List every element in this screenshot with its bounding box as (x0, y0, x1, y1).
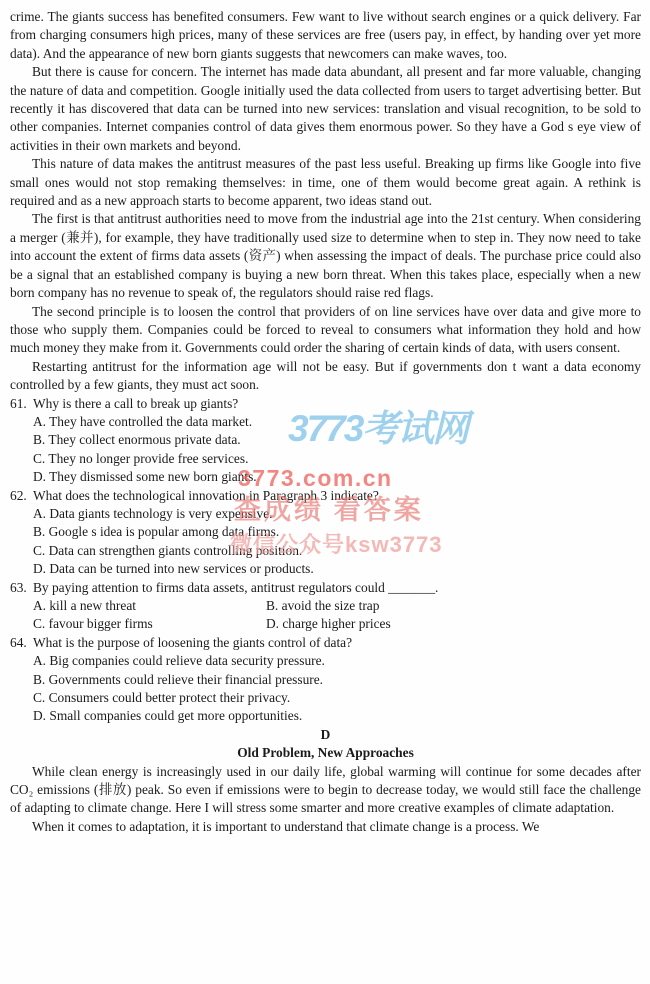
passage-c-paragraph-1: crime. The giants success has benefited consumers. Few want to live without search engines or a quick delivery. Far from charging consumers high prices, many of these services are free (users pay, in effect, by handing over yet more data). And the appearance of new born giants suggests that newcomers can make waves, too. (10, 9, 641, 61)
watermark-site-url: 3773.com.cn (238, 465, 393, 491)
question-63-option-row-1 (10, 597, 641, 615)
passage-d-paragraph-2: When it comes to adaptation, it is important to understand that climate change is a process. We (32, 818, 540, 834)
question-64-option-a: A. Big companies could relieve data security pressure. (33, 653, 325, 669)
section-d-title: Old Problem, New Approaches (237, 745, 414, 761)
question-stem-text: What is the purpose of loosening the giants control of data? (33, 634, 353, 650)
question-63-option-d: D. charge higher prices (266, 616, 391, 632)
question-stem-text: What does the technological innovation in Paragraph 3 indicate? (33, 487, 379, 503)
passage-c-paragraph-5: The second principle is to loosen the control that providers of on line services have over data and give more to those who supply them. Companies could be forced to reveal to consumers what information they hold and how much money they make from it. Governments could order the sharing of certain kinds of data, with users consent. (10, 303, 641, 356)
passage-c-paragraph-4: The first is that antitrust authorities need to move from the industrial age into the 21st century. When considering a merger (兼并), for example, they have traditionally used size to determine when to step in. They now need to take into account the extent of firms data assets (资产) when assessing the impact of deals. The purchase price could also be a signal that an established company is buying a new born threat. When this takes place, especially when a new born company has no revenue to speak of, the regulators should raise red flags. (10, 211, 641, 301)
question-number: 61. (10, 395, 27, 411)
question-62-option-b: B. Google s idea is popular among data firms. (33, 524, 280, 540)
question-63-option-b: B. avoid the size trap (266, 598, 380, 613)
passage-d-paragraph-1: While clean energy is increasingly used in our daily life, global warming will continue for some decades after CO₂ emissions (排放) peak. So even if emissions were to begin to decrease today, we would still face the challenge of adapting to climate change. Here I will stress some smarter and more creative examples of climate adaptation. (10, 763, 641, 816)
question-64-option-c: C. Consumers could better protect their privacy. (33, 690, 291, 706)
section-d-label: D (320, 726, 331, 742)
question-63-option-c: C. favour bigger firms (33, 616, 153, 632)
question-63-option-row-2 (10, 615, 641, 633)
question-63-stem (10, 579, 641, 597)
question-64-option-d: D. Small companies could get more opportunities. (33, 708, 303, 724)
question-61 (10, 395, 641, 491)
question-63 (10, 579, 641, 634)
question-61-stem (10, 395, 641, 413)
question-stem-text: Why is there a call to break up giants? (33, 395, 239, 411)
watermark-slogan: 查成绩 看答案 (234, 495, 424, 525)
question-number: 63. (10, 579, 27, 595)
passage-c-paragraph-3: This nature of data makes the antitrust measures of the past less useful. Breaking up firms like Google into five small ones would not stop remaking themselves: in time, one of them would become great again. A rethink is required and as a new approach starts to become apparent, two ideas stand out. (10, 156, 641, 209)
question-61-option-d: D. They dismissed some new born giants. (33, 469, 257, 485)
passage-c-paragraph-6: Restarting antitrust for the information age will not be easy. But if governments don t want a data economy controlled by a few giants, they must act soon. (10, 358, 641, 393)
question-62 (10, 487, 641, 579)
question-64-stem (10, 634, 641, 652)
question-64-option-b: B. Governments could relieve their financial pressure. (33, 671, 324, 687)
question-61-option-c: C. They no longer provide free services. (33, 450, 249, 466)
watermark-site-logo: 3773考试网 (288, 408, 468, 449)
question-61-option-b: B. They collect enormous private data. (33, 432, 241, 448)
question-number: 64. (10, 634, 27, 650)
question-62-option-a: A. Data giants technology is very expensive. (33, 505, 273, 521)
question-64 (10, 634, 641, 726)
question-63-option-a: A. kill a new threat (33, 598, 136, 613)
question-62-option-d: D. Data can be turned into new services or products. (33, 561, 314, 577)
question-61-option-a: A. They have controlled the data market. (33, 413, 253, 429)
question-stem-text: By paying attention to firms data assets, antitrust regulators could _______. (33, 579, 439, 595)
question-62-option-c: C. Data can strengthen giants controlling position. (33, 542, 303, 558)
watermark-wechat-account: 微信公众号ksw3773 (230, 532, 443, 557)
question-number: 62. (10, 487, 27, 503)
question-62-stem (10, 487, 641, 505)
passage-c-paragraph-2: But there is cause for concern. The internet has made data abundant, all present and far more valuable, changing the nature of data and competition. Google initially used the data collected from users to target advertising better. But recently it has discovered that data can be turned into new services: translation and visual recognition, to be sold to other companies. Internet companies control of data gives them enormous power. So they have a God s eye view of activities in their own markets and beyond. (10, 64, 641, 153)
